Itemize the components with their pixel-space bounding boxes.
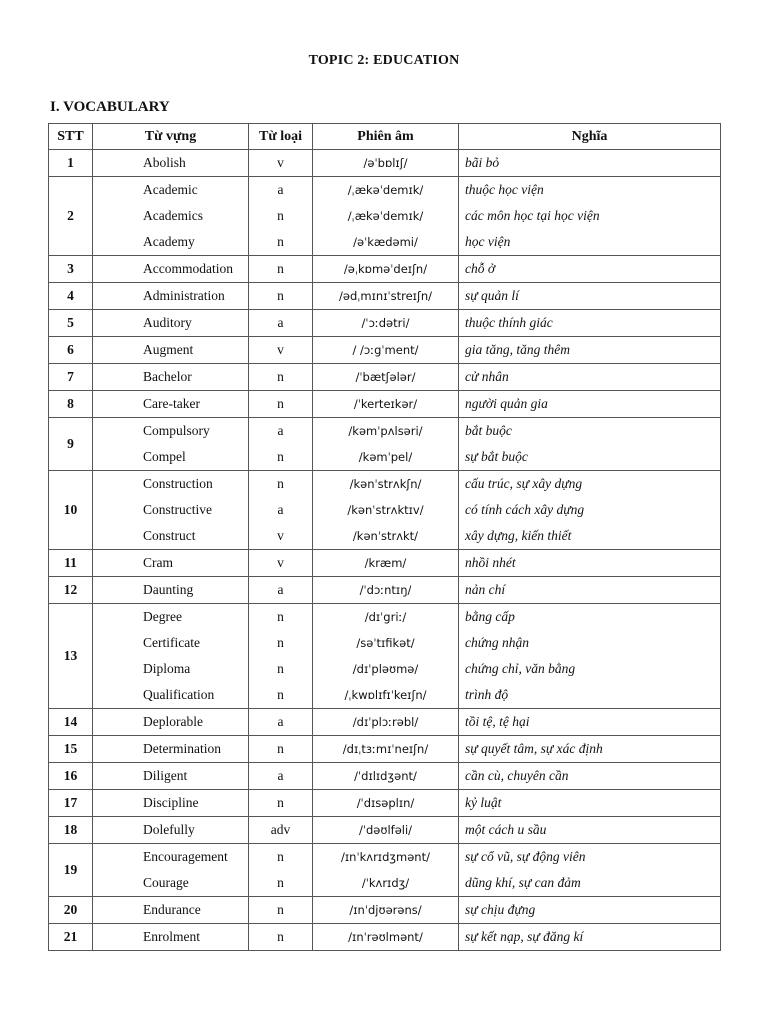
pos-text: adv (270, 822, 291, 837)
word-text: Degree (143, 609, 182, 624)
table-row (49, 550, 721, 577)
pos-text: n (277, 234, 284, 249)
word-text: Dolefully (143, 822, 195, 837)
word-cell (93, 550, 249, 577)
pos-text: n (277, 369, 284, 384)
table-row (49, 924, 721, 951)
word-text: Cram (143, 555, 173, 570)
word-cell (93, 924, 249, 951)
header-stt: STT (49, 124, 93, 150)
ipa-cell (313, 897, 459, 924)
meaning-text: kỷ luật (465, 795, 502, 810)
pos-cell (249, 337, 313, 364)
meaning-text: học viện (465, 234, 511, 249)
ipa-text: /ɪnˈdjʊərəns/ (349, 903, 422, 917)
word-text: Auditory (143, 315, 192, 330)
meaning-cell (459, 177, 721, 256)
word-text: Augment (143, 342, 194, 357)
ipa-cell (313, 256, 459, 283)
pos-cell (249, 471, 313, 550)
word-text: Academic (143, 182, 198, 197)
meaning-cell (459, 817, 721, 844)
ipa-text: /ˌækəˈdemɪk/ (347, 183, 424, 197)
stt-cell: 5 (49, 310, 93, 337)
pos-cell (249, 897, 313, 924)
table-row (49, 310, 721, 337)
pos-text: a (277, 502, 284, 517)
word-text: Compel (143, 449, 186, 464)
word-text: Abolish (143, 155, 186, 170)
word-cell (93, 150, 249, 177)
ipa-cell (313, 337, 459, 364)
pos-text: n (277, 849, 284, 864)
stt-cell: 17 (49, 790, 93, 817)
ipa-text: /dɪˈgriː/ (364, 610, 407, 624)
ipa-cell (313, 150, 459, 177)
pos-cell (249, 790, 313, 817)
ipa-text: /kənˈstrʌkʃn/ (349, 477, 422, 491)
table-row (49, 577, 721, 604)
table-row (49, 337, 721, 364)
ipa-text: /ɪnˈrəʊlmənt/ (348, 930, 423, 944)
ipa-text: /ˈdɪsəplɪn/ (356, 796, 415, 810)
meaning-text: chỗ ở (465, 261, 496, 276)
word-text: Administration (143, 288, 225, 303)
word-text: Academy (143, 234, 195, 249)
word-cell (93, 736, 249, 763)
word-cell (93, 283, 249, 310)
pos-cell (249, 577, 313, 604)
word-cell (93, 418, 249, 471)
ipa-text: /ˈdɪlɪdʒənt/ (354, 769, 417, 783)
pos-text: n (277, 208, 284, 223)
pos-text: a (277, 582, 284, 597)
pos-text: v (277, 528, 284, 543)
stt-cell: 4 (49, 283, 93, 310)
pos-text: a (277, 768, 284, 783)
ipa-text: /ədˌmɪnɪˈstreɪʃn/ (339, 289, 432, 303)
meaning-text: thuộc thính giác (465, 315, 553, 330)
pos-text: n (277, 741, 284, 756)
pos-cell (249, 604, 313, 709)
table-row (49, 150, 721, 177)
table-row (49, 364, 721, 391)
meaning-text: dũng khí, sự can đảm (465, 875, 581, 890)
stt-cell: 15 (49, 736, 93, 763)
stt-cell: 11 (49, 550, 93, 577)
ipa-cell (313, 736, 459, 763)
table-row (49, 790, 721, 817)
table-row (49, 817, 721, 844)
meaning-cell (459, 471, 721, 550)
pos-cell (249, 736, 313, 763)
pos-text: n (277, 449, 284, 464)
word-text: Constructive (143, 502, 212, 517)
meaning-text: người quản gia (465, 396, 548, 411)
word-text: Care-taker (143, 396, 200, 411)
word-text: Endurance (143, 902, 201, 917)
page-title: TOPIC 2: EDUCATION (308, 53, 460, 68)
word-text: Diligent (143, 768, 188, 783)
table-row (49, 709, 721, 736)
pos-text: n (277, 635, 284, 650)
meaning-cell (459, 763, 721, 790)
pos-text: n (277, 609, 284, 624)
ipa-cell (313, 391, 459, 418)
word-cell (93, 844, 249, 897)
ipa-text: / /ɔːgˈment/ (352, 343, 419, 357)
table-row (49, 897, 721, 924)
meaning-cell (459, 150, 721, 177)
meaning-cell (459, 604, 721, 709)
word-text: Encouragement (143, 849, 228, 864)
meaning-text: nhồi nhét (465, 555, 516, 570)
table-row (49, 283, 721, 310)
meaning-text: sự kết nạp, sự đăng kí (465, 929, 584, 944)
meaning-text: sự chịu đựng (465, 902, 536, 917)
word-cell (93, 790, 249, 817)
meaning-cell (459, 337, 721, 364)
pos-cell (249, 550, 313, 577)
ipa-text: /ˈkerteɪkər/ (353, 397, 418, 411)
ipa-text: /ˈdəʊlfəli/ (358, 823, 413, 837)
pos-text: a (277, 423, 284, 438)
meaning-text: thuộc học viện (465, 182, 544, 197)
ipa-text: /ˈɔːdətri/ (361, 316, 410, 330)
ipa-cell (313, 577, 459, 604)
meaning-cell (459, 391, 721, 418)
pos-text: n (277, 795, 284, 810)
ipa-text: /dɪˈpləʊmə/ (352, 662, 419, 676)
ipa-text: /səˈtɪfikət/ (356, 636, 415, 650)
table-row (49, 177, 721, 256)
ipa-text: /əˈbɒlɪʃ/ (363, 156, 408, 170)
pos-text: a (277, 315, 284, 330)
ipa-text: /kənˈstrʌktɪv/ (347, 503, 424, 517)
stt-cell: 12 (49, 577, 93, 604)
pos-text: v (277, 342, 284, 357)
pos-text: n (277, 396, 284, 411)
meaning-text: cử nhân (465, 369, 509, 384)
ipa-cell (313, 550, 459, 577)
ipa-text: /ˌækəˈdemɪk/ (347, 209, 424, 223)
ipa-cell (313, 364, 459, 391)
stt-cell: 9 (49, 418, 93, 471)
word-text: Daunting (143, 582, 194, 597)
table-row (49, 736, 721, 763)
word-text: Discipline (143, 795, 199, 810)
pos-text: v (277, 555, 284, 570)
meaning-cell (459, 577, 721, 604)
pos-text: a (277, 182, 284, 197)
word-cell (93, 577, 249, 604)
pos-text: v (277, 155, 284, 170)
pos-text: n (277, 476, 284, 491)
ipa-text: /əˌkɒməˈdeɪʃn/ (343, 262, 428, 276)
word-cell (93, 391, 249, 418)
stt-cell: 1 (49, 150, 93, 177)
pos-text: n (277, 288, 284, 303)
ipa-text: /ˈdɔːntɪŋ/ (359, 583, 412, 597)
stt-cell: 10 (49, 471, 93, 550)
pos-cell (249, 418, 313, 471)
ipa-cell (313, 817, 459, 844)
ipa-cell (313, 471, 459, 550)
pos-text: n (277, 261, 284, 276)
table-row (49, 418, 721, 471)
word-text: Certificate (143, 635, 200, 650)
word-cell (93, 763, 249, 790)
pos-cell (249, 364, 313, 391)
ipa-cell (313, 310, 459, 337)
pos-cell (249, 283, 313, 310)
meaning-text: tồi tệ, tệ hại (465, 714, 530, 729)
stt-cell: 7 (49, 364, 93, 391)
pos-cell (249, 256, 313, 283)
stt-cell: 3 (49, 256, 93, 283)
ipa-text: /əˈkædəmi/ (353, 235, 418, 249)
pos-cell (249, 150, 313, 177)
pos-cell (249, 924, 313, 951)
meaning-text: sự quyết tâm, sự xác định (465, 741, 603, 756)
ipa-text: /kəmˈpel/ (358, 450, 413, 464)
stt-cell: 18 (49, 817, 93, 844)
pos-cell (249, 177, 313, 256)
word-text: Bachelor (143, 369, 192, 384)
word-cell (93, 471, 249, 550)
pos-text: n (277, 661, 284, 676)
pos-cell (249, 763, 313, 790)
stt-cell: 20 (49, 897, 93, 924)
meaning-text: cần cù, chuyên cần (465, 768, 569, 783)
meaning-text: sự cổ vũ, sự động viên (465, 849, 586, 864)
word-text: Enrolment (143, 929, 200, 944)
stt-cell: 16 (49, 763, 93, 790)
meaning-text: bằng cấp (465, 609, 515, 624)
word-text: Accommodation (143, 261, 233, 276)
meaning-text: có tính cách xây dựng (465, 502, 585, 517)
meaning-text: sự bắt buộc (465, 449, 528, 464)
header-meaning: Nghĩa (459, 124, 721, 150)
pos-text: a (277, 714, 284, 729)
pos-text: n (277, 902, 284, 917)
meaning-text: trình độ (465, 687, 509, 702)
meaning-text: các môn học tại học viện (465, 208, 600, 223)
pos-cell (249, 709, 313, 736)
word-text: Courage (143, 875, 189, 890)
vocabulary-table (48, 123, 721, 951)
header-pos: Từ loại (249, 124, 313, 150)
table-row (49, 763, 721, 790)
meaning-text: sự quản lí (465, 288, 519, 303)
meaning-cell (459, 790, 721, 817)
word-cell (93, 364, 249, 391)
word-cell (93, 337, 249, 364)
word-text: Determination (143, 741, 221, 756)
stt-cell: 13 (49, 604, 93, 709)
ipa-text: /ˈkʌrɪdʒ/ (361, 876, 410, 890)
table-header-row (49, 124, 721, 150)
word-cell (93, 897, 249, 924)
header-word: Từ vựng (93, 124, 249, 150)
meaning-text: gia tăng, tăng thêm (465, 342, 570, 357)
meaning-text: cấu trúc, sự xây dựng (465, 476, 583, 491)
stt-cell: 8 (49, 391, 93, 418)
ipa-cell (313, 418, 459, 471)
word-text: Construction (143, 476, 213, 491)
meaning-text: bắt buộc (465, 423, 512, 438)
meaning-cell (459, 310, 721, 337)
ipa-cell (313, 790, 459, 817)
meaning-cell (459, 418, 721, 471)
stt-cell: 6 (49, 337, 93, 364)
pos-text: n (277, 687, 284, 702)
ipa-text: /ˈbætʃələr/ (355, 370, 416, 384)
table-row (49, 604, 721, 709)
pos-text: n (277, 929, 284, 944)
ipa-cell (313, 709, 459, 736)
ipa-cell (313, 763, 459, 790)
ipa-cell (313, 283, 459, 310)
meaning-cell (459, 283, 721, 310)
word-cell (93, 310, 249, 337)
meaning-cell (459, 844, 721, 897)
ipa-text: /ɪnˈkʌrɪdʒmənt/ (341, 850, 430, 864)
word-cell (93, 177, 249, 256)
meaning-cell (459, 550, 721, 577)
meaning-text: một cách u sầu (465, 822, 547, 837)
table-row (49, 471, 721, 550)
ipa-text: /kənˈstrʌkt/ (352, 529, 419, 543)
pos-cell (249, 844, 313, 897)
stt-cell: 19 (49, 844, 93, 897)
pos-cell (249, 310, 313, 337)
table-row (49, 844, 721, 897)
word-cell (93, 604, 249, 709)
meaning-cell (459, 709, 721, 736)
table-row (49, 256, 721, 283)
ipa-text: /kræm/ (364, 556, 407, 570)
word-cell (93, 817, 249, 844)
ipa-text: /dɪˌtɜːmɪˈneɪʃn/ (342, 742, 429, 756)
meaning-text: chứng nhận (465, 635, 529, 650)
header-ipa: Phiên âm (313, 124, 459, 150)
stt-cell: 21 (49, 924, 93, 951)
ipa-text: /ˌkwɒlɪfɪˈkeɪʃn/ (344, 688, 427, 702)
word-text: Qualification (143, 687, 215, 702)
word-cell (93, 256, 249, 283)
meaning-text: chứng chỉ, văn bằng (465, 661, 576, 676)
word-text: Construct (143, 528, 196, 543)
meaning-cell (459, 256, 721, 283)
meaning-text: nản chí (465, 582, 506, 597)
word-text: Diploma (143, 661, 191, 676)
ipa-cell (313, 604, 459, 709)
meaning-cell (459, 897, 721, 924)
word-text: Compulsory (143, 423, 210, 438)
ipa-cell (313, 177, 459, 256)
pos-cell (249, 391, 313, 418)
word-text: Academics (143, 208, 203, 223)
table-body (49, 150, 721, 951)
pos-text: n (277, 875, 284, 890)
meaning-cell (459, 736, 721, 763)
ipa-text: /dɪˈplɔːrəbl/ (352, 715, 419, 729)
ipa-cell (313, 924, 459, 951)
stt-cell: 2 (49, 177, 93, 256)
meaning-cell (459, 364, 721, 391)
ipa-cell (313, 844, 459, 897)
section-heading: I. VOCABULARY (50, 99, 170, 115)
meaning-text: bãi bỏ (465, 155, 500, 170)
word-cell (93, 709, 249, 736)
word-text: Deplorable (143, 714, 203, 729)
stt-cell: 14 (49, 709, 93, 736)
meaning-text: xây dựng, kiến thiết (465, 528, 572, 543)
ipa-text: /kəmˈpʌlsəri/ (348, 424, 423, 438)
pos-cell (249, 817, 313, 844)
meaning-cell (459, 924, 721, 951)
table-row (49, 391, 721, 418)
